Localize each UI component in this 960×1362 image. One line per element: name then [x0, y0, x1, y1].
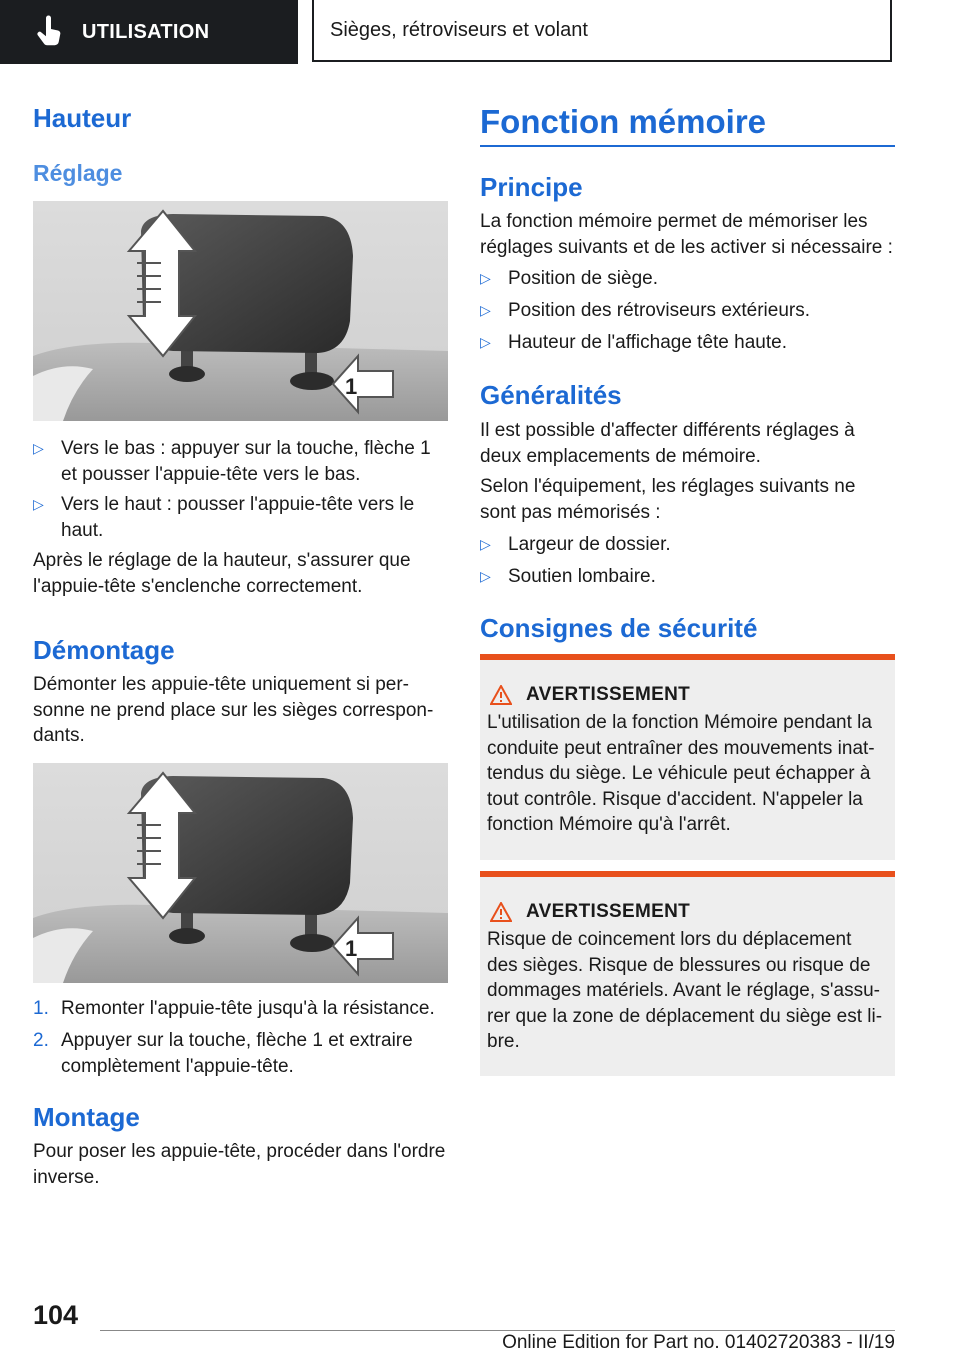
- demontage-heading: Démontage: [33, 635, 175, 665]
- list-item: ▷ Position des rétroviseurs extérieurs.: [480, 298, 895, 324]
- warning-box: [480, 871, 895, 1076]
- warning-text: L'utilisation de la fonction Mémoire pendant la conduite peut entraîner des mouvements inat-tendus du siège. Le véhicule peut échapper à tout contrôle. Risque d'accident. N'appeler la fonction Mémoire qu'à l'arrêt.: [487, 712, 875, 835]
- headrest-removal-illustration: [33, 763, 448, 983]
- warning-heading: AVERTISSEMENT: [490, 901, 690, 923]
- montage-text: Pour poser les appuie-tête, procéder dans l'ordre inverse.: [33, 1141, 446, 1188]
- list-item: 2. Appuyer sur la touche, flèche 1 et extraire complètement l'appuie-tête.: [33, 1030, 413, 1077]
- triangle-right-icon: ▷: [480, 568, 491, 584]
- generalites-text1: Il est possible d'affecter différents réglages à deux emplacements de mémoire.: [480, 420, 855, 467]
- warning-text: Risque de coincement lors du déplacement des sièges. Risque de blessures ou risque de dommages matériels. Avant le réglage, s'assu-rer que la zone de déplacement du siège est li-bre.: [487, 929, 883, 1052]
- section-tab: [0, 0, 298, 64]
- title-rule: [480, 145, 895, 147]
- headrest-height-illustration: [33, 201, 448, 421]
- triangle-right-icon: ▷: [480, 334, 491, 350]
- triangle-right-icon: ▷: [33, 440, 44, 456]
- list-item: ▷ Soutien lombaire.: [480, 564, 895, 590]
- triangle-right-icon: ▷: [480, 270, 491, 286]
- list-item: ▷ Vers le bas : appuyer sur la touche, flèche 1 et pousser l'appuie-tête vers le bas.: [33, 438, 431, 485]
- step-number: 2.: [33, 1030, 49, 1051]
- section-label: UTILISATION: [82, 20, 210, 43]
- generalites-heading: Généralités: [480, 380, 622, 410]
- reglage-note: Après le réglage de la hauteur, s'assurer que l'appuie-tête s'enclenche correctement.: [33, 550, 411, 597]
- triangle-right-icon: ▷: [480, 302, 491, 318]
- triangle-right-icon: ▷: [480, 536, 491, 552]
- montage-heading: Montage: [33, 1102, 140, 1132]
- figure2-callout: 1: [345, 936, 358, 961]
- warning-triangle-icon: [490, 902, 512, 922]
- list-item: ▷ Hauteur de l'affichage tête haute.: [480, 330, 895, 356]
- demontage-text: Démonter les appuie-tête uniquement si per-sonne ne prend place sur les sièges correspon-dants.: [33, 674, 434, 746]
- hauteur-heading: Hauteur: [33, 103, 132, 133]
- chapter-title: Sièges, rétroviseurs et volant: [312, 0, 892, 62]
- principe-text: La fonction mémoire permet de mémoriser les réglages suivants et de les activer si nécessaire :: [480, 211, 893, 258]
- triangle-right-icon: ▷: [33, 496, 44, 512]
- warning-heading: AVERTISSEMENT: [490, 684, 690, 706]
- figure1-callout: 1: [345, 374, 358, 399]
- principe-heading: Principe: [480, 172, 583, 202]
- footer-rule: [100, 1330, 895, 1331]
- edition-text: Online Edition for Part no. 01402720383 - II/19: [502, 1332, 895, 1353]
- reglage-heading: Réglage: [33, 160, 123, 186]
- generalites-text2: Selon l'équipement, les réglages suivants ne sont pas mémorisés :: [480, 476, 856, 523]
- fonction-memoire-title: Fonction mémoire: [480, 103, 767, 140]
- list-item: ▷ Vers le haut : pousser l'appuie-tête vers le haut.: [33, 494, 415, 541]
- warning-triangle-icon: [490, 685, 512, 705]
- list-item: ▷ Largeur de dossier.: [480, 532, 895, 558]
- step-number: 1.: [33, 998, 49, 1019]
- list-item: ▷ Position de siège.: [480, 266, 895, 292]
- consignes-heading: Consignes de sécurité: [480, 613, 758, 643]
- warning-box: [480, 654, 895, 860]
- list-item: 1. Remonter l'appuie-tête jusqu'à la résistance.: [33, 996, 448, 1022]
- hand-pointer-icon: [32, 14, 68, 50]
- page-number: 104: [33, 1300, 79, 1330]
- page-header: [0, 0, 960, 66]
